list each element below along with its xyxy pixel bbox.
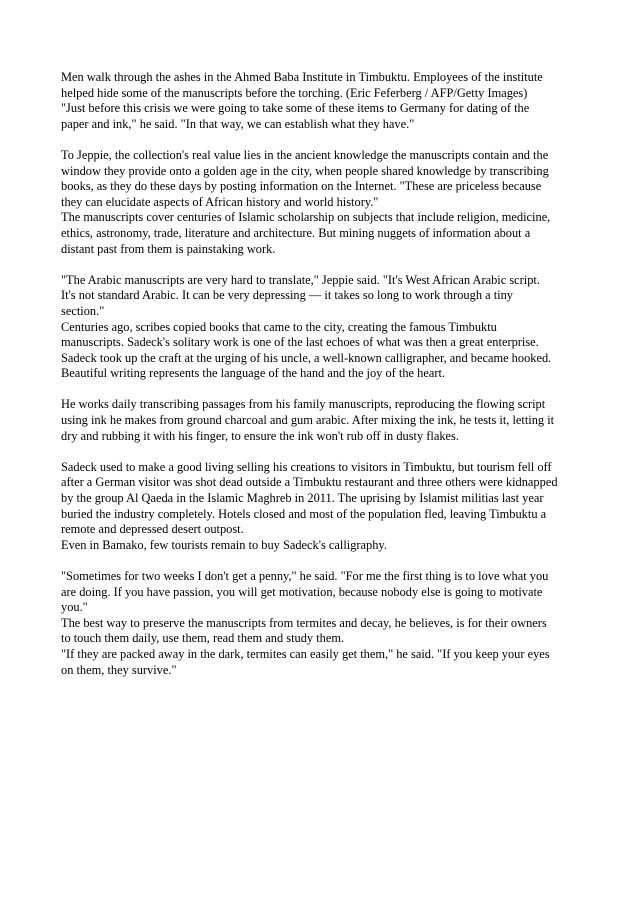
text-line: you." [61, 600, 88, 615]
text-line: using ink he makes from ground charcoal and gum arabic. After mixing the ink, he tests it, letting it [61, 413, 555, 428]
text-line: Even in Bamako, few tourists remain to buy Sadeck's calligraphy. [61, 537, 387, 552]
text-line: manuscripts. Sadeck's solitary work is one of the last echoes of what was then a great enterprise. [61, 335, 539, 350]
text-line: The best way to preserve the manuscripts from termites and decay, he believes, is for their owners [61, 615, 547, 630]
text-line: paper and ink," he said. "In that way, we can establish what they have." [61, 116, 415, 131]
text-line: by the group Al Qaeda in the Islamic Maghreb in 2011. The uprising by Islamist militias last year [61, 491, 544, 506]
paragraph-3 [61, 273, 581, 382]
text-line: Sadeck used to make a good living selling his creations to visitors in Timbuktu, but tourism fell off [61, 459, 552, 474]
paragraph-6 [61, 569, 581, 678]
text-line: "The Arabic manuscripts are very hard to translate," Jeppie said. "It's West African Arabic script. [61, 272, 540, 287]
text-line: section." [61, 303, 105, 318]
text-line: distant past from them is painstaking work. [61, 241, 276, 256]
text-line: to touch them daily, use them, read them and study them. [61, 631, 345, 646]
text-line: helped hide some of the manuscripts before the torching. (Eric Feferberg / AFP/Getty Images) [61, 85, 528, 100]
text-line: remote and depressed desert outpost. [61, 522, 244, 537]
text-line: they can elucidate aspects of African history and world history." [61, 194, 379, 209]
text-line: after a German visitor was shot dead outside a Timbuktu restaurant and three others were kidnapped [61, 475, 558, 490]
text-line: ethics, astronomy, trade, literature and architecture. But mining nuggets of information about a [61, 225, 531, 240]
text-line: "If they are packed away in the dark, termites can easily get them," he said. "If you keep your eyes [61, 646, 550, 661]
text-line: Beautiful writing represents the language of the hand and the joy of the heart. [61, 366, 445, 381]
article-body [61, 70, 581, 694]
text-line: "Just before this crisis we were going to take some of these items to Germany for dating of the [61, 101, 530, 116]
text-line: Centuries ago, scribes copied books that came to the city, creating the famous Timbuktu [61, 319, 497, 334]
paragraph-5 [61, 460, 581, 554]
text-line: "Sometimes for two weeks I don't get a penny," he said. "For me the first thing is to love what you [61, 569, 549, 583]
text-line: The manuscripts cover centuries of Islamic scholarship on subjects that include religion, medicine, [61, 210, 551, 225]
text-line: To Jeppie, the collection's real value lies in the ancient knowledge the manuscripts contain and the [61, 147, 549, 162]
text-line: Sadeck took up the craft at the urging of his uncle, a well-known calligrapher, and became hooked. [61, 350, 552, 365]
paragraph-4 [61, 397, 581, 444]
text-line: It's not standard Arabic. It can be very depressing — it takes so long to work through a tiny [61, 288, 513, 303]
text-line: buried the industry completely. Hotels closed and most of the population fled, leaving Timbuktu a [61, 506, 547, 521]
text-line: Men walk through the ashes in the Ahmed Baba Institute in Timbuktu. Employees of the institute [61, 70, 543, 84]
text-line: on them, they survive." [61, 662, 177, 677]
paragraph-1 [61, 70, 581, 132]
text-line: books, as they do these days by posting information on the Internet. "These are priceless because [61, 179, 542, 194]
text-line: window they provide onto a golden age in the city, when people shared knowledge by transcribing [61, 163, 549, 178]
text-line: He works daily transcribing passages from his family manuscripts, reproducing the flowing script [61, 397, 546, 412]
text-line: are doing. If you have passion, you will get motivation, because nobody else is going to motivate [61, 584, 543, 599]
text-line: dry and rubbing it with his finger, to ensure the ink won't rub off in dusty flakes. [61, 428, 459, 443]
paragraph-2 [61, 148, 581, 257]
